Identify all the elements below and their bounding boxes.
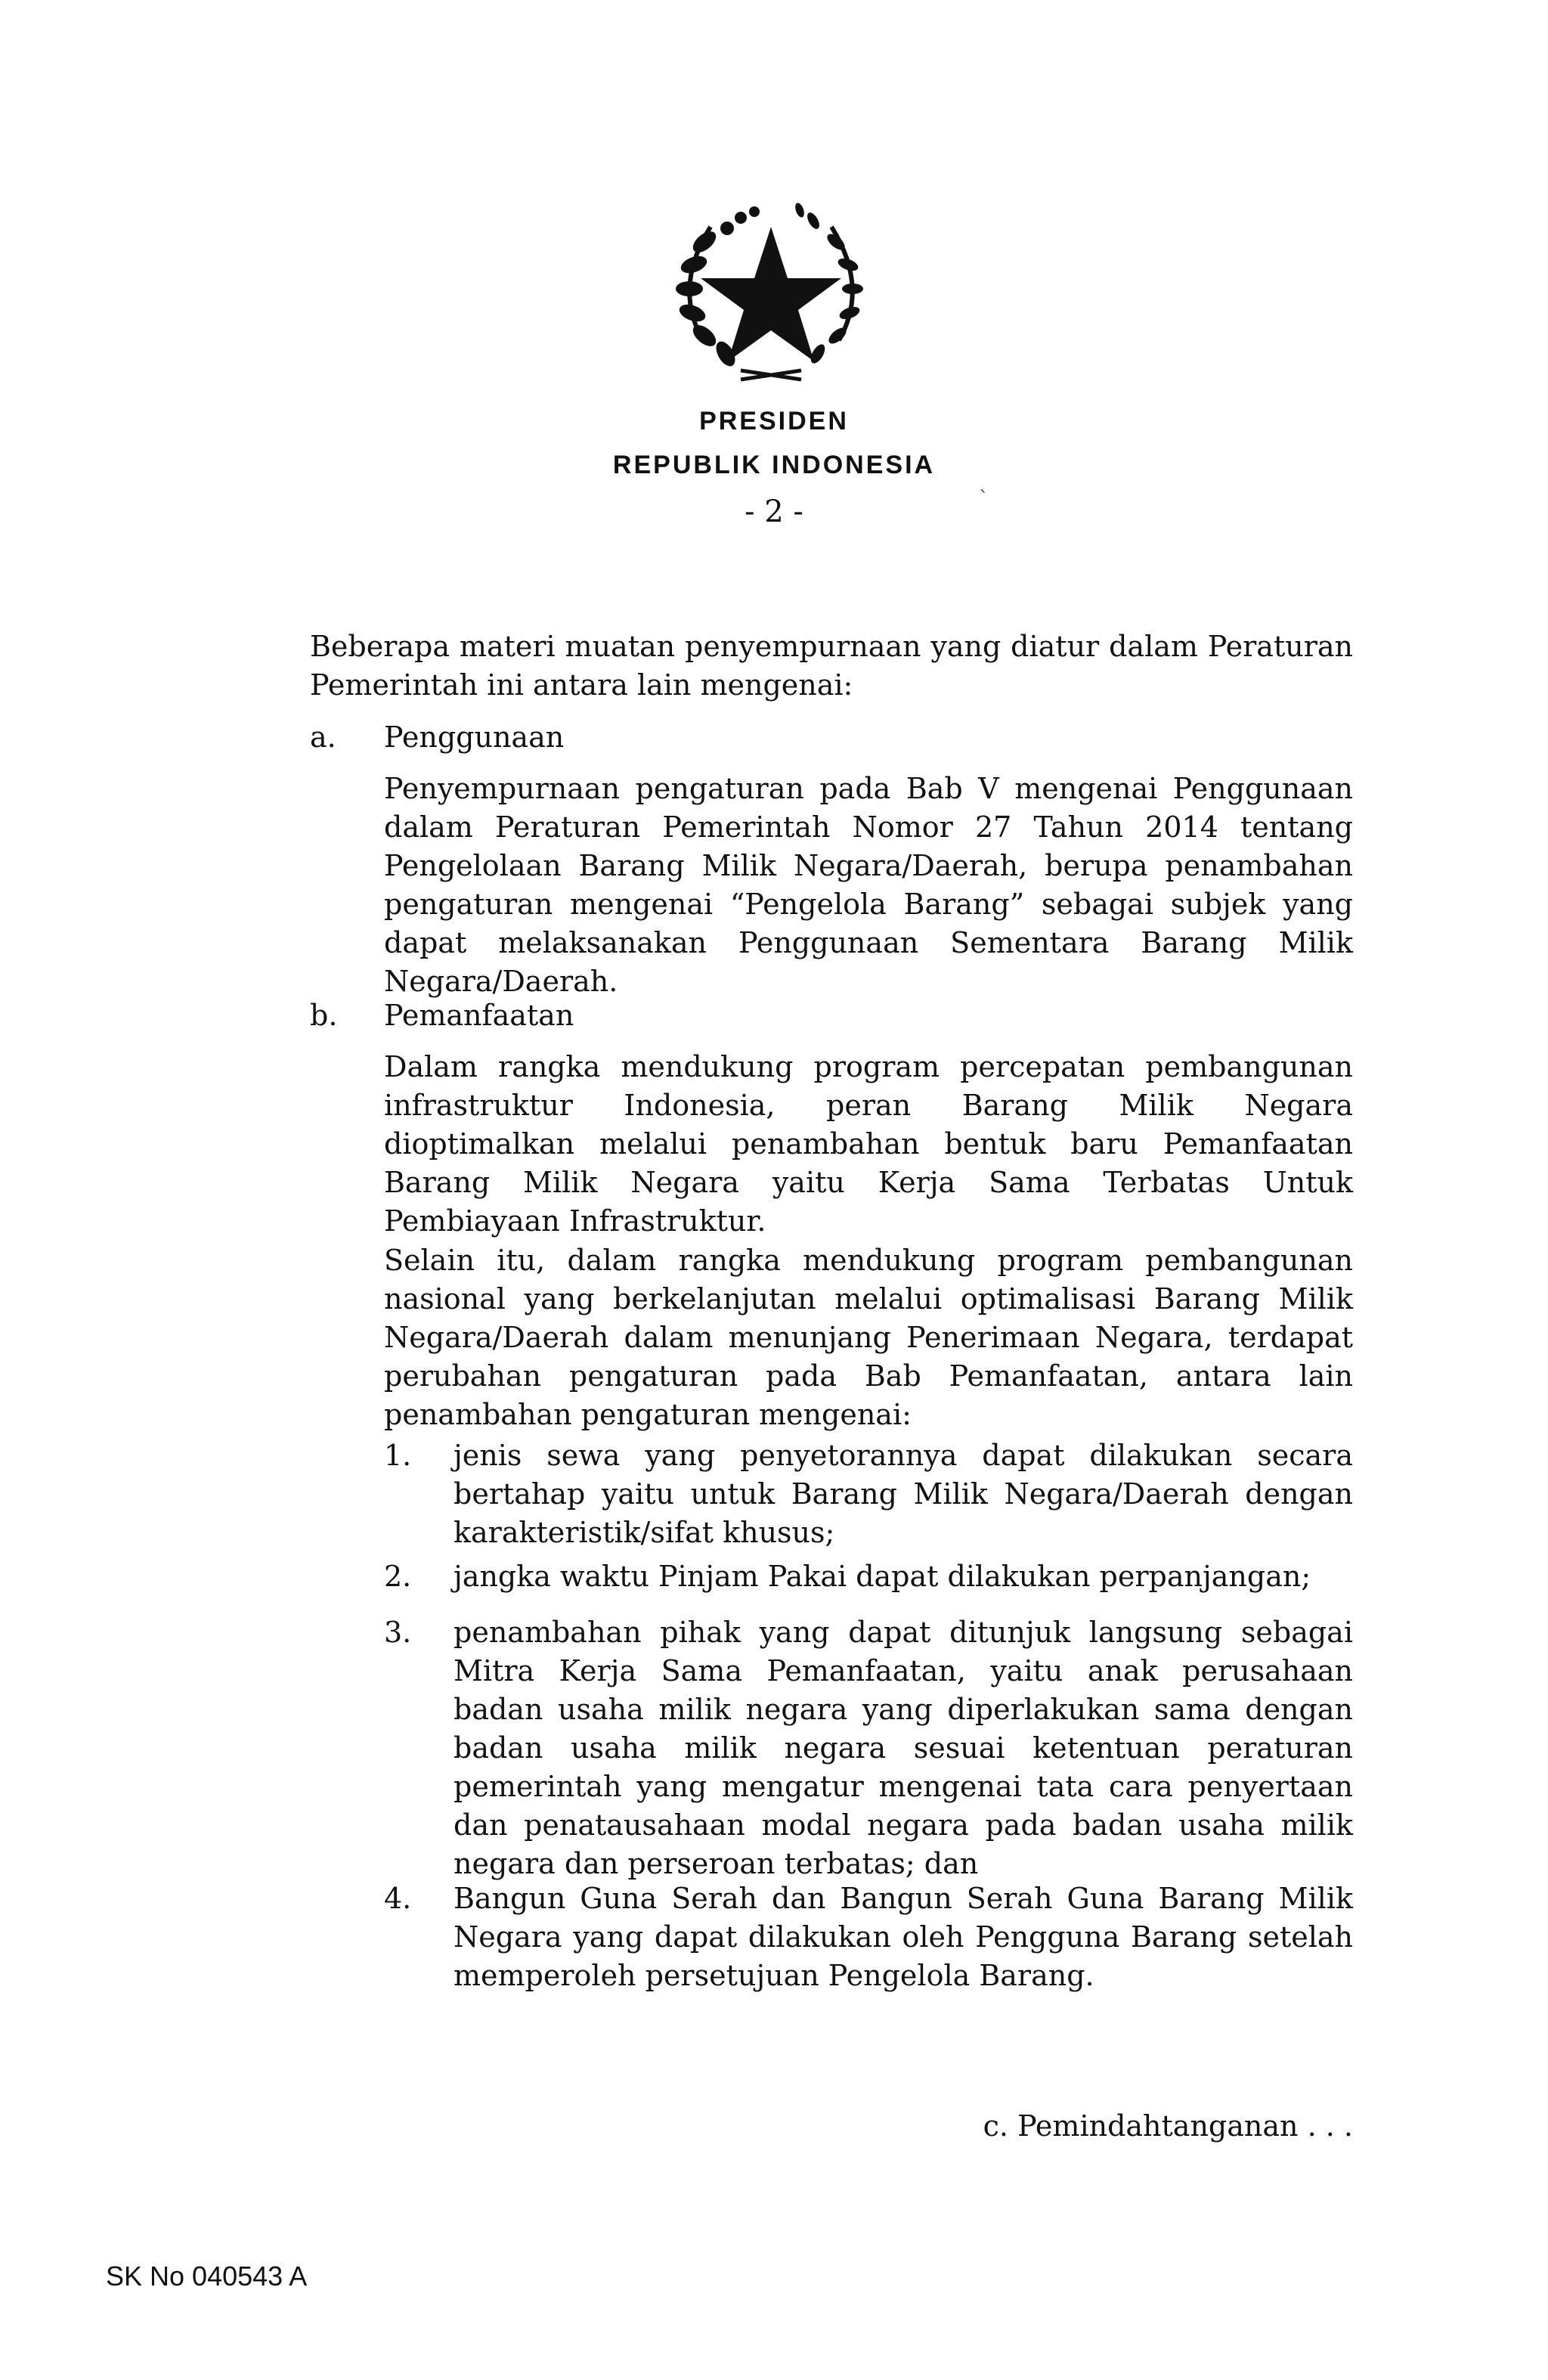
text-line: infrastruktur Indonesia, peran Barang Milik Negara	[384, 1089, 1353, 1122]
text-line: memperoleh persetujuan Pengelola Barang.	[454, 1959, 1094, 1992]
catchword-next-page: c. Pemindahtanganan . . .	[983, 2109, 1353, 2143]
section-a-letter: a.	[310, 721, 336, 754]
section-b-title: Pemanfaatan	[384, 999, 574, 1032]
text-line: Pembiayaan Infrastruktur.	[384, 1204, 766, 1238]
list-item	[454, 1880, 1353, 1995]
list-item	[454, 1436, 1353, 1552]
text-line: jenis sewa yang penyetorannya dapat dilakukan secara	[454, 1439, 1353, 1472]
text-line: Dalam rangka mendukung program percepatan pembangunan	[384, 1050, 1353, 1083]
list-item-number: 2.	[384, 1560, 412, 1593]
header-title-presiden: PRESIDEN	[699, 407, 849, 435]
text-line: Negara yang dapat dilakukan oleh Pengguna Barang setelah	[454, 1920, 1353, 1954]
text-line: Mitra Kerja Sama Pemanfaatan, yaitu anak perusahaan	[454, 1654, 1353, 1687]
text-line: Selain itu, dalam rangka mendukung program pembangunan	[384, 1244, 1353, 1277]
text-line: dapat melaksanakan Penggunaan Sementara Barang Milik	[384, 926, 1353, 959]
text-line: badan usaha milik negara yang diperlakukan sama dengan	[454, 1693, 1353, 1726]
section-a-paragraph	[384, 770, 1353, 1001]
list-item-number: 4.	[384, 1882, 412, 1915]
section-b-paragraph-1	[384, 1048, 1353, 1241]
text-line: Pengelolaan Barang Milik Negara/Daerah, berupa penambahan	[384, 849, 1353, 882]
list-item-number: 3.	[384, 1616, 412, 1649]
list-item-number: 1.	[384, 1439, 412, 1472]
text-line: Penyempurnaan pengaturan pada Bab V mengenai Penggunaan	[384, 772, 1353, 805]
text-line: dioptimalkan melalui penambahan bentuk baru Pemanfaatan	[384, 1127, 1353, 1161]
text-line: penambahan pihak yang dapat ditunjuk langsung sebagai	[454, 1616, 1353, 1649]
list-item	[454, 1557, 1353, 1596]
text-line: Negara/Daerah.	[384, 965, 618, 998]
text-line: negara dan perseroan terbatas; dan	[454, 1847, 979, 1880]
text-line: Barang Milik Negara yaitu Kerja Sama Terbatas Untuk	[384, 1166, 1353, 1199]
presidential-emblem	[658, 181, 884, 393]
text-line: pemerintah yang mengatur mengenai tata cara penyertaan	[454, 1770, 1353, 1803]
text-line: pengaturan mengenai “Pengelola Barang” sebagai subjek yang	[384, 888, 1353, 921]
text-line: jangka waktu Pinjam Pakai dapat dilakukan perpanjangan;	[454, 1560, 1311, 1593]
text-line: dan penatausahaan modal negara pada badan usaha milik	[454, 1808, 1353, 1842]
section-b-paragraph-2	[384, 1241, 1353, 1434]
list-item	[454, 1613, 1353, 1883]
text-line: perubahan pengaturan pada Bab Pemanfaatan, antara lain	[384, 1359, 1353, 1393]
section-a-title: Penggunaan	[384, 721, 565, 754]
text-line: badan usaha milik negara sesuai ketentuan peraturan	[454, 1731, 1353, 1765]
text-line: bertahap yaitu untuk Barang Milik Negara/Daerah dengan	[454, 1477, 1353, 1511]
stray-mark: ˋ	[979, 488, 989, 510]
text-line: penambahan pengaturan mengenai:	[384, 1398, 912, 1431]
text-line: nasional yang berkelanjutan melalui optimalisasi Barang Milik	[384, 1282, 1353, 1316]
text-line: dalam Peraturan Pemerintah Nomor 27 Tahun 2014 tentang	[384, 810, 1353, 844]
text-line: karakteristik/sifat khusus;	[454, 1516, 835, 1549]
header-title-republik: REPUBLIK INDONESIA	[612, 451, 936, 479]
document-serial-code: SK No 040543 A	[106, 2261, 308, 2292]
text-line: Bangun Guna Serah dan Bangun Serah Guna Barang Milik	[454, 1882, 1353, 1915]
text-line: Negara/Daerah dalam menunjang Penerimaan Negara, terdapat	[384, 1321, 1353, 1354]
intro-paragraph: Beberapa materi muatan penyempurnaan yang diatur dalam Peraturan Pemerintah ini antara lain mengenai:	[310, 630, 1353, 702]
section-b-letter: b.	[310, 999, 338, 1032]
page-number: - 2 -	[745, 494, 803, 529]
